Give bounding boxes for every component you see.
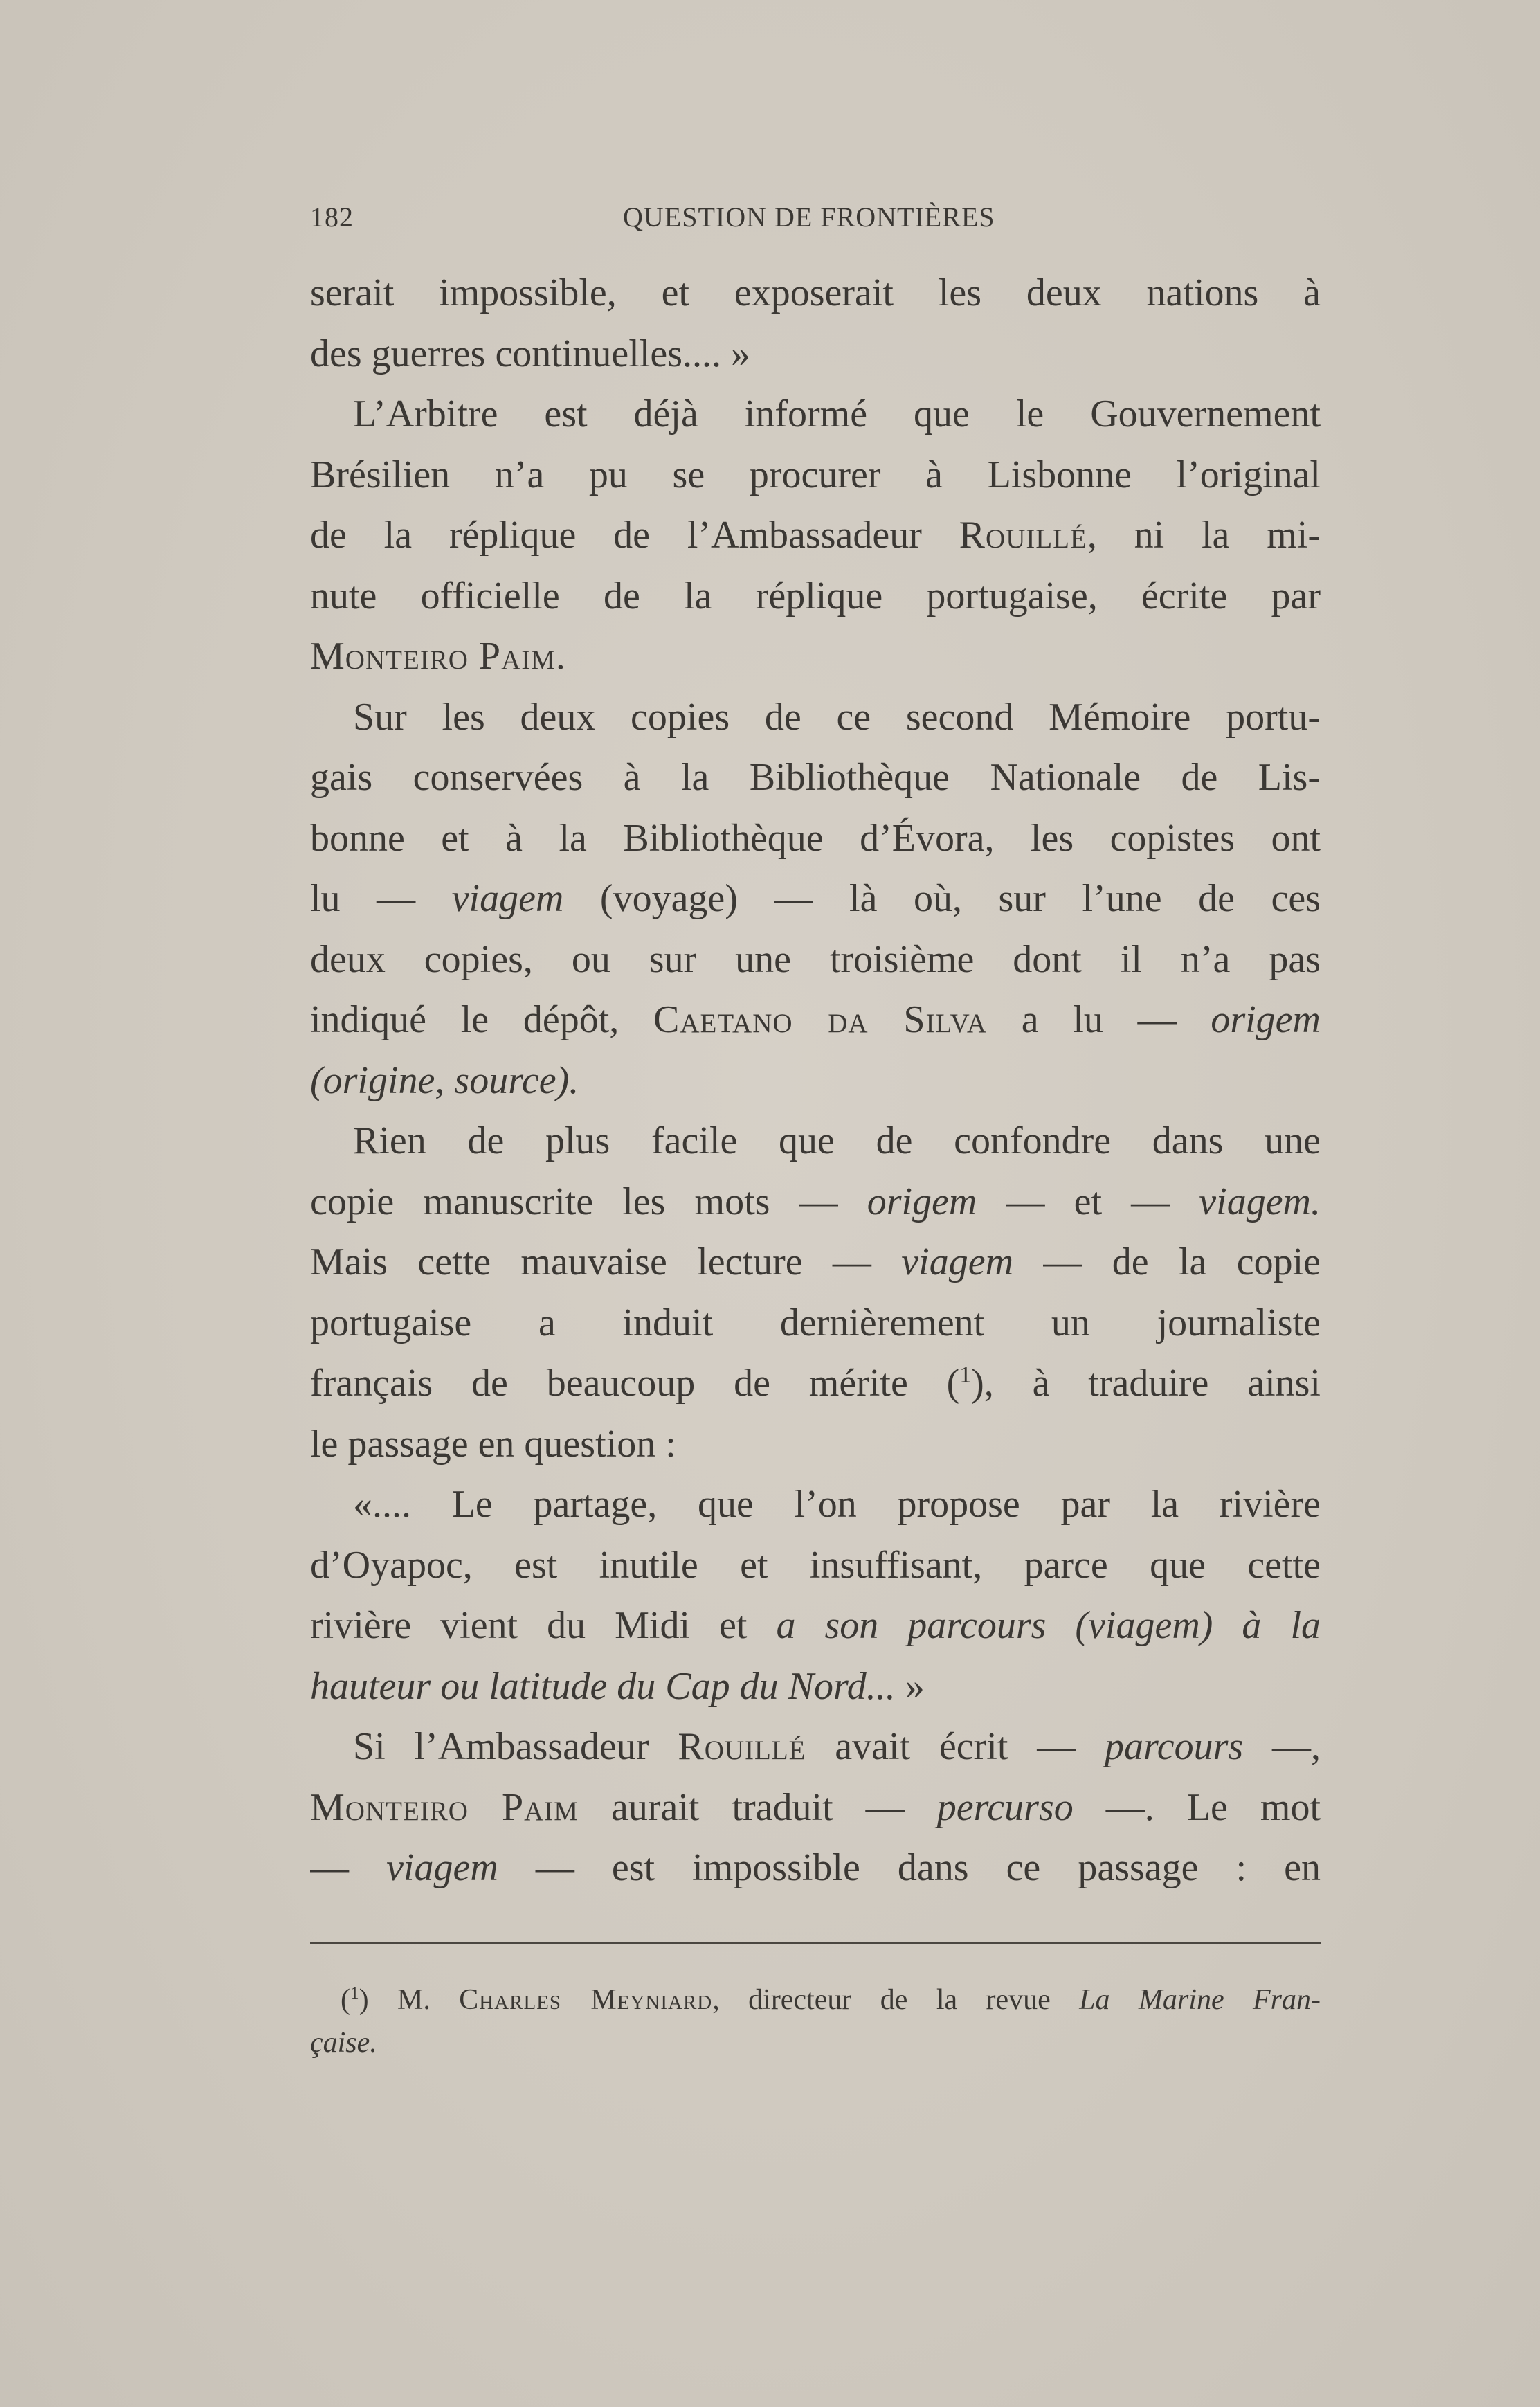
- author-name: Monteiro Paim.: [310, 635, 566, 678]
- body-text: [310, 263, 1321, 1899]
- footnote-divider: [310, 1942, 1321, 1944]
- text-line: (origine, source).: [310, 1058, 579, 1102]
- text-line: d’Oyapoc, est inutile et insuffisant, parce que cette: [310, 1543, 1321, 1587]
- text-line: L’Arbitre est déjà informé que le Gouvernement: [353, 393, 1321, 435]
- author-name: Rouillé: [959, 514, 1087, 557]
- text-line: portugaise a induit dernièrement un journaliste: [310, 1301, 1321, 1344]
- page-header: [310, 201, 1002, 242]
- text-line: deux copies, ou sur une troisième dont il n’a pas: [310, 937, 1321, 981]
- text-line: des guerres continuelles.... »: [310, 332, 751, 375]
- text-line: «.... Le partage, que l’on propose par la rivière: [353, 1483, 1321, 1526]
- text-line: [310, 626, 1321, 687]
- text-line: Si l’Ambassadeur Rouillé avait écrit — parcours —,: [353, 1725, 1321, 1768]
- footnote-line: çaise.: [310, 2027, 377, 2059]
- footnote-line: ($^1$) M. Charles Meyniard, directeur de la revue La Marine Fran-: [341, 1984, 1321, 2016]
- text-line: nute officielle de la réplique portugaise, écrite par: [310, 574, 1321, 617]
- page-number: 182: [310, 201, 354, 233]
- text-line: Sur les deux copies de ce second Mémoire portu-: [353, 695, 1321, 739]
- text-line: le passage en question :: [310, 1422, 676, 1466]
- text-line: serait impossible, et exposerait les deux nations à: [310, 271, 1321, 314]
- running-head: QUESTION DE FRONTIÈRES: [623, 201, 995, 233]
- text-line: rivière vient du Midi et a son parcours (viagem) à la: [310, 1604, 1321, 1647]
- text-line: bonne et à la Bibliothèque d’Évora, les copistes ont: [310, 816, 1321, 860]
- text-line: hauteur ou latitude du Cap du Nord... »: [310, 1664, 925, 1708]
- footnote: [310, 1978, 1321, 2064]
- text-line: de la réplique de l’Ambassadeur Rouillé, ni la mi-: [310, 514, 1321, 557]
- text-line: indiqué le dépôt, Caetano da Silva a lu — origem: [310, 998, 1321, 1041]
- footnote-mark: 1: [350, 1984, 359, 2003]
- text-line: français de beaucoup de mérite ($^1$), à traduire ainsi: [310, 1362, 1321, 1405]
- text-line: lu — viagem (voyage) — là où, sur l’une de ces: [310, 877, 1321, 920]
- text-line: Rien de plus facile que de confondre dans une: [353, 1119, 1321, 1162]
- text-line: copie manuscrite les mots — origem — et — viagem.: [310, 1180, 1321, 1223]
- text-line: — viagem — est impossible dans ce passage : en: [310, 1846, 1321, 1889]
- text-line: gais conservées à la Bibliothèque Nationale de Lis-: [310, 756, 1321, 799]
- text-line: Monteiro Paim aurait traduit — percurso —. Le mot: [310, 1785, 1321, 1829]
- text-line: Mais cette mauvaise lecture — viagem — de la copie: [310, 1241, 1321, 1283]
- text-line: Brésilien n’a pu se procurer à Lisbonne l’original: [310, 453, 1321, 496]
- footnote-ref: 1: [959, 1362, 972, 1388]
